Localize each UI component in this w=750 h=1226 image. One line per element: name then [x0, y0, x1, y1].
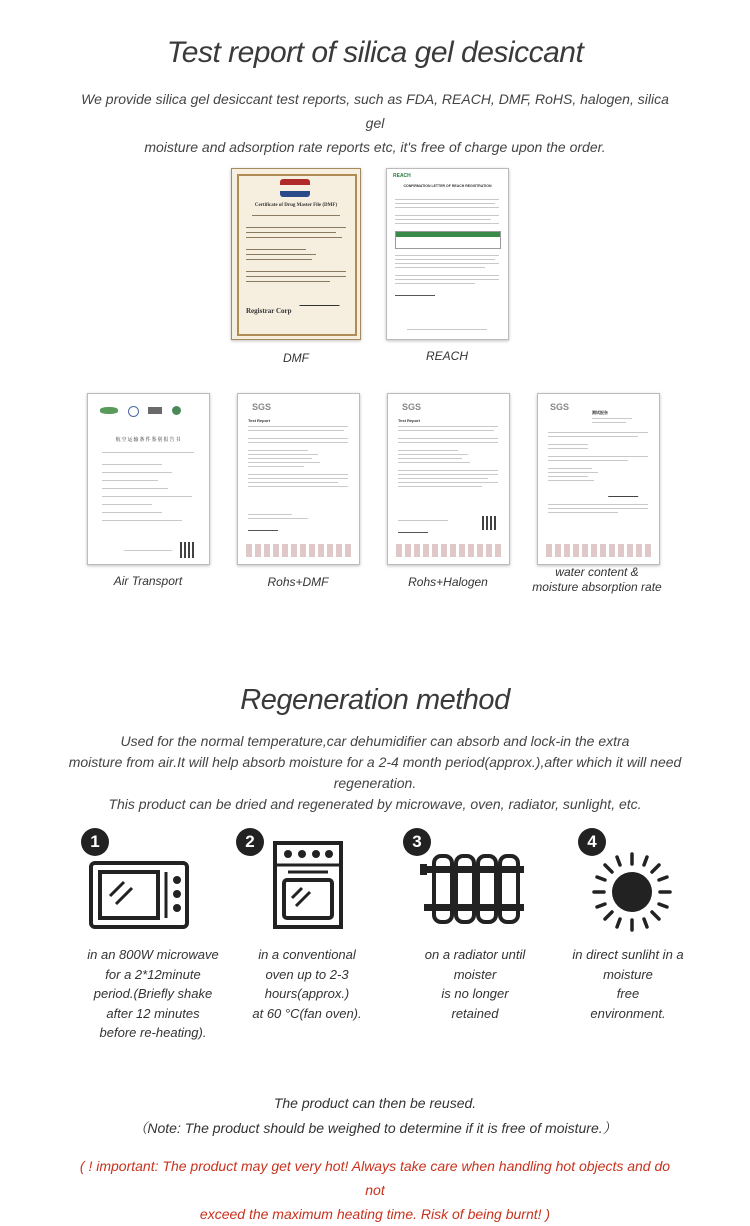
section-title-regeneration: Regeneration method: [240, 684, 510, 716]
signature-mark: [608, 486, 642, 497]
eagle-emblem-icon: [280, 179, 310, 197]
test-report-title: Test Report: [398, 418, 420, 423]
air-transport-doc-title: 航空运输条件鉴别报告书: [115, 437, 182, 443]
qr-code-icon: [180, 542, 196, 558]
step-2-text: in a conventional oven up to 2-3 hours(approx.) at 60 °C(fan oven).: [252, 947, 362, 1021]
step-number-badge: 4: [578, 828, 606, 856]
sun-icon: [592, 852, 672, 932]
reach-table: [395, 231, 501, 249]
oven-icon: [272, 840, 344, 930]
reach-letter-image: [386, 168, 509, 340]
test-report-title: 测试报告: [592, 410, 608, 415]
step-3-text: on a radiator until moister is no longer retained: [424, 947, 526, 1021]
sgs-logo: SGS: [252, 402, 272, 412]
sgs-stamp-icon: [396, 544, 501, 557]
sgs-stamp-icon: [546, 544, 651, 557]
dmf-certificate-image: [231, 168, 361, 340]
step-1-text: in an 800W microwave for a 2*12minute period.(Briefly shake after 12 minutes before re-heating).: [87, 947, 219, 1040]
report-caption-rohs-dmf: Rohs+DMF: [267, 575, 329, 589]
report-caption-dmf: DMF: [283, 351, 309, 365]
sgs-logo: SGS: [550, 402, 570, 412]
air-transport-report-image: [87, 393, 210, 565]
report-caption-air-transport: Air Transport: [113, 574, 183, 588]
microwave-icon: [88, 860, 190, 930]
page-title: Test report of silica gel desiccant: [166, 36, 584, 69]
reach-doc-title: CONFIRMATION LETTER OF REACH REGISTRATION: [403, 184, 492, 188]
certificate-title: Certificate of Drug Master File (DMF): [254, 203, 338, 208]
intro-text: We provide silica gel desiccant test reports, such as FDA, REACH, DMF, RoHS, halogen, silica gel moisture and adsorption rate reports etc, it's free of charge upon the order.: [81, 91, 669, 155]
report-caption-water-content: water content & moisture absorption rate: [532, 565, 662, 594]
step-number-badge: 3: [403, 828, 431, 856]
rohs-dmf-report-image: [237, 393, 360, 565]
registrar-logo: Registrar Corp: [246, 307, 292, 315]
radiator-icon: [420, 852, 526, 926]
report-caption-rohs-halogen: Rohs+Halogen: [408, 575, 488, 589]
sgs-logo: SGS: [402, 402, 422, 412]
weight-note: （Note: The product should be weighed to determine if it is free of moisture.）: [133, 1120, 617, 1136]
heat-warning: ( ! important: The product may get very hot! Always take care when handling hot objects and do not exceed the maximum heating time. Risk of being burnt! ): [79, 1158, 671, 1222]
step-number-badge: 2: [236, 828, 264, 856]
reuse-text: The product can then be reused.: [273, 1095, 477, 1111]
test-report-title: Test Report: [248, 418, 270, 423]
reach-logo: REACH: [393, 173, 411, 179]
qr-code-icon: [482, 516, 496, 530]
step-4-text: in direct sunliht in a moisture free environment.: [572, 947, 684, 1021]
certification-logos: [100, 406, 196, 416]
signature-mark: [299, 291, 344, 306]
rohs-halogen-report-image: [387, 393, 510, 565]
water-content-report-image: [537, 393, 660, 565]
report-caption-reach: REACH: [425, 349, 468, 363]
step-number-badge: 1: [81, 828, 109, 856]
regeneration-description: Used for the normal temperature,car dehumidifier can absorb and lock-in the extra moisture from air.It will help absorb moisture for a 2-4 month period(approx.),after which it will need regeneration. This product can be dried and regenerated by microwave, oven, radiator, sunlight, etc.: [68, 733, 682, 812]
sgs-stamp-icon: [246, 544, 351, 557]
